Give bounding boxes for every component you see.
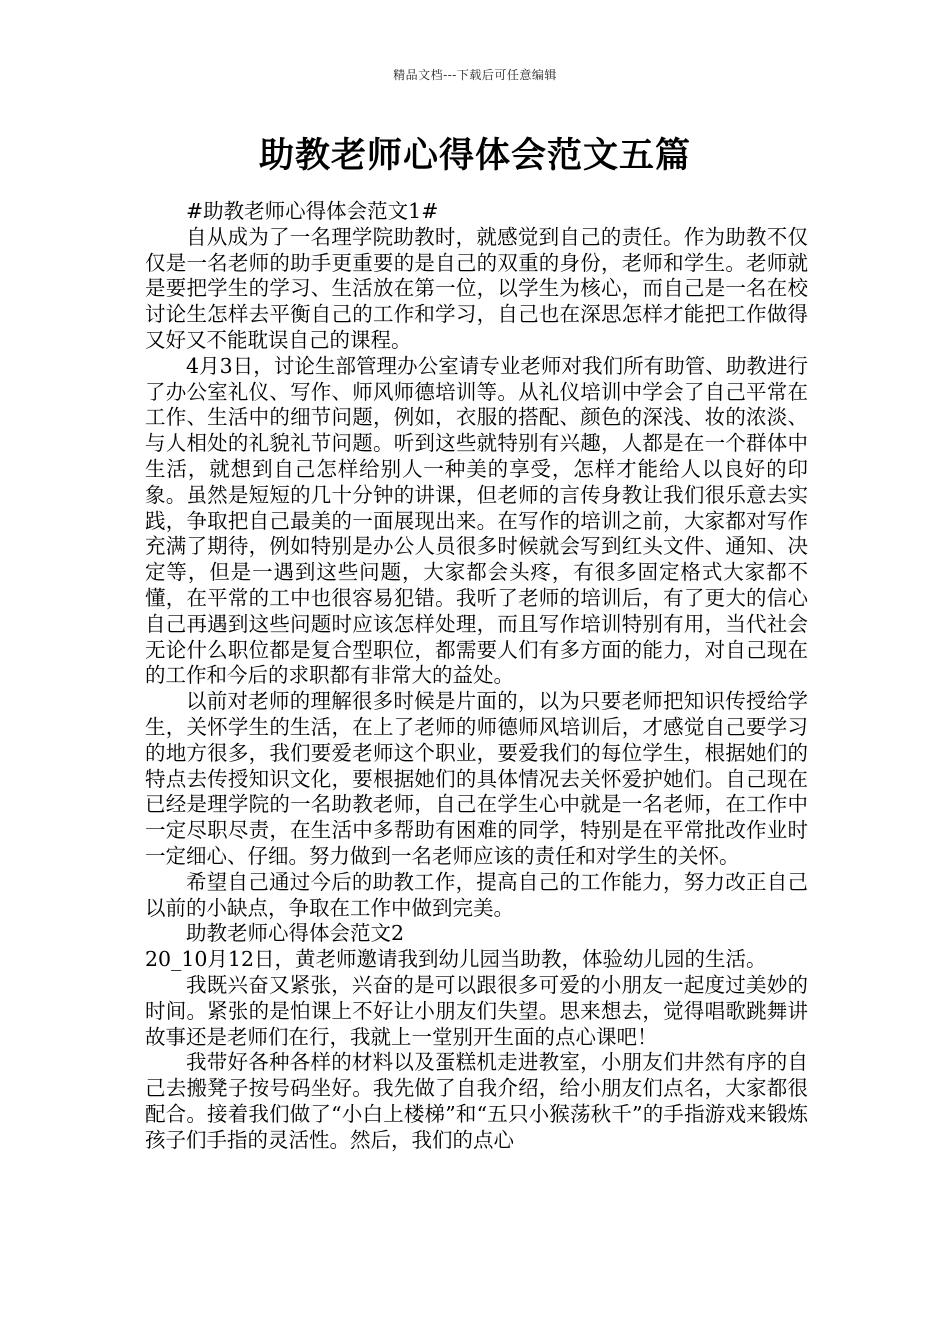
document-title: 助教老师心得体会范文五篇 (258, 136, 691, 176)
paragraph-2: 4月3日，讨论生部管理办公室请专业老师对我们所有助管、助教进行了办公室礼仪、写作、师风师德培训等。从礼仪培训中学会了自己平常在工作、生活中的细节问题，例如，衣服的搭配、颜色的深浅、妆的浓淡、与人相处的礼貌礼节问题。听到这些就特别有兴趣，人都是在一个群体中生活，就想到自己怎样给别人一种美的享受，怎样才能给人以良好的印象。虽然是短短的几十分钟的讲课，但老师的言传身教让我们很乐意去实践，争取把自己最美的一面展现出来。在写作的培训之前，大家都对写作充满了期待，例如特别是办公人员很多时候就会写到红头文件、通知、决定等，但是一遇到这些问题，大家都会头疼，有很多固定格式大家都不懂，在平常的工中也很容易犯错。我听了老师的培训后，有了更大的信心自己再遇到这些问题时应该怎样处理，而且写作培训特别有用，当代社会无论什么职位都是复合型职位，都需要人们有多方面的能力，对自己现在的工作和今后的求职都有非常大的益处。 (145, 353, 808, 688)
header-note: 精品文档---下载后可任意编辑 (393, 68, 557, 82)
paragraph-6: 我既兴奋又紧张，兴奋的是可以跟很多可爱的小朋友一起度过美妙的时间。紧张的是怕课上不好让小朋友们失望。思来想去，觉得唱歌跳舞讲故事还是老师们在行，我就上一堂别开生面的点心课吧！ (145, 972, 808, 1049)
paragraph-4: 希望自己通过今后的助教工作，提高自己的工作能力，努力改正自己以前的小缺点，争取在工作中做到完美。 (145, 869, 808, 920)
paragraph-7: 我带好各种各样的材料以及蛋糕机走进教室，小朋友们井然有序的自己去搬凳子按号码坐好。我先做了自我介绍，给小朋友们点名，大家都很配合。接着我们做了“小白上楼梯”和“五只小猴荡秋千”的手指游戏来锻炼孩子们手指的灵活性。然后，我们的点心 (145, 1050, 808, 1152)
section-heading-1: #助教老师心得体会范文1# (186, 199, 439, 223)
paragraph-3: 以前对老师的理解很多时候是片面的，以为只要老师把知识传授给学生，关怀学生的生活，在上了老师的师德师风培训后，才感觉自己要学习的地方很多，我们要爱老师这个职业，要爱我们的每位学生，根据她们的特点去传授知识文化，要根据她们的具体情况去关怀爱护她们。自己现在已经是理学院的一名助教老师，自己在学生心中就是一名老师，在工作中一定尽职尽责，在生活中多帮助有困难的同学，特别是在平常批改作业时一定细心、仔细。努力做到一名老师应该的责任和对学生的关怀。 (145, 689, 808, 868)
paragraph-5: 20_10月12日，黄老师邀请我到幼儿园当助教，体验幼儿园的生活。 (145, 947, 767, 972)
document-body (145, 199, 808, 1153)
section-heading-2: 助教老师心得体会范文2 (186, 921, 405, 946)
paragraph-1: 自从成为了一名理学院助教时，就感觉到自己的责任。作为助教不仅仅是一名老师的助手更重要的是自己的双重的身份，老师和学生。老师就是要把学生的学习、生活放在第一位，以学生为核心，而自己是一名在校讨论生怎样去平衡自己的工作和学习，自己也在深思怎样才能把工作做得又好又不能耽误自己的课程。 (145, 224, 808, 352)
